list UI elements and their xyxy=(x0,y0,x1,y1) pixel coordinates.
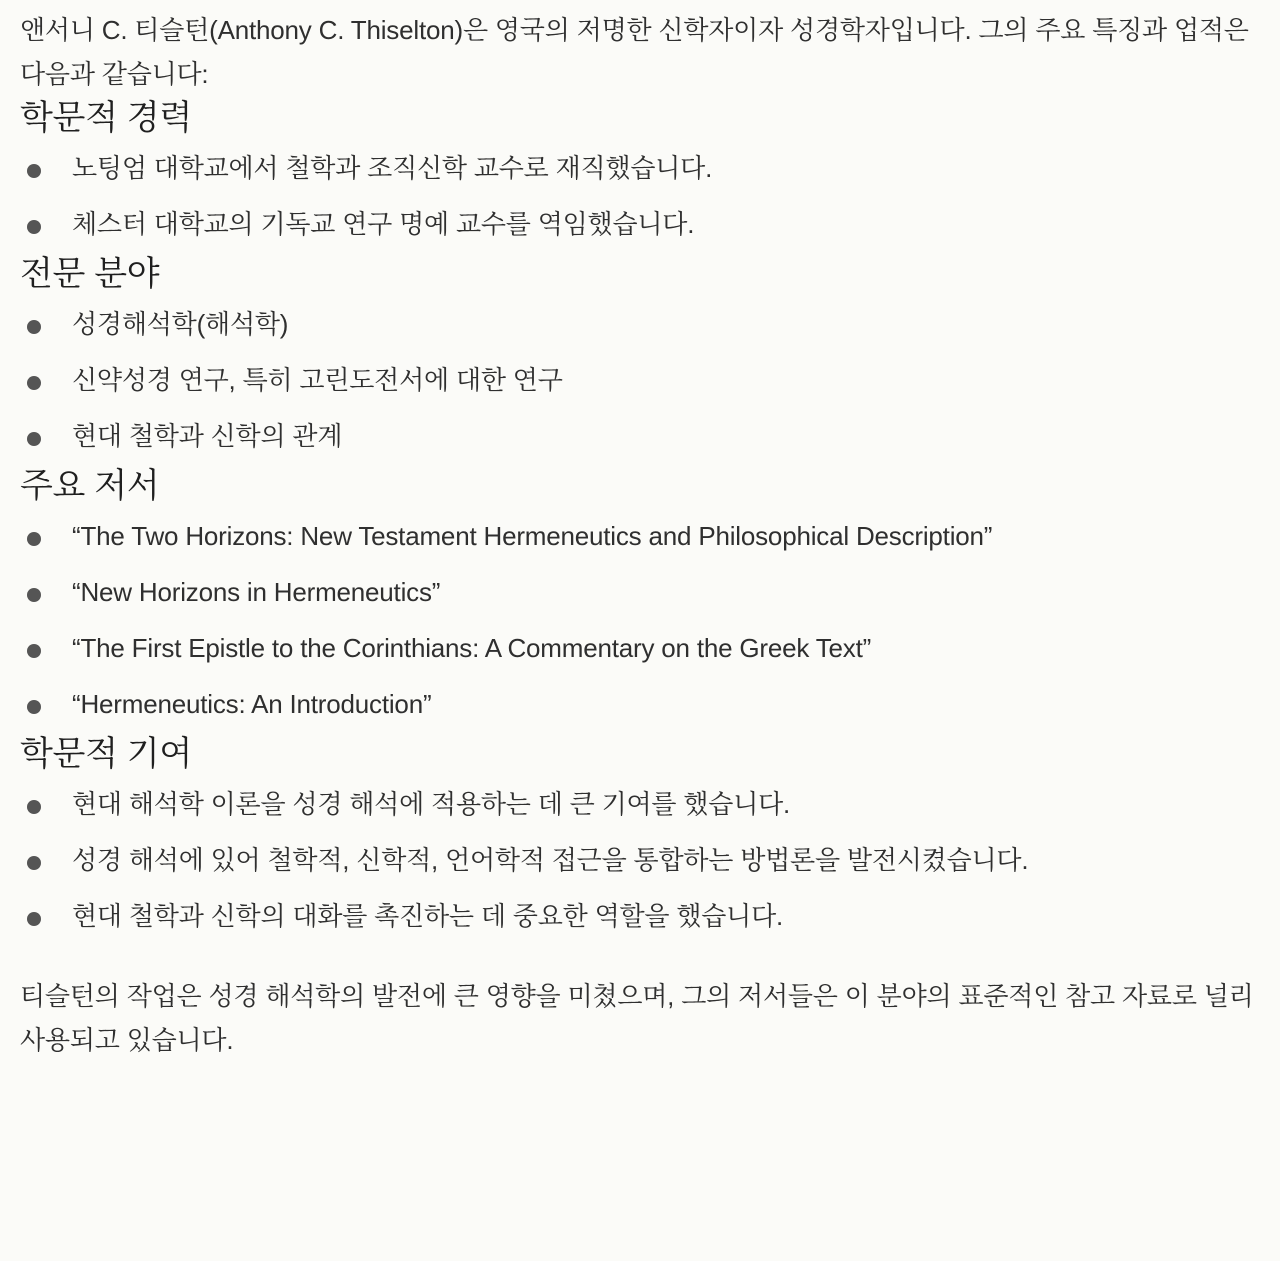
bullet-icon xyxy=(27,856,41,870)
list-item-text: 체스터 대학교의 기독교 연구 명예 교수를 역임했습니다. xyxy=(72,209,695,239)
list-item xyxy=(20,140,1258,196)
contributions-list xyxy=(20,776,1258,944)
section-heading-academic-career: 학문적 경력 xyxy=(20,99,192,137)
list-item-text: “Hermeneutics: An Introduction” xyxy=(72,689,432,719)
bullet-icon xyxy=(27,532,41,546)
list-item-text: “New Horizons in Hermeneutics” xyxy=(72,577,441,607)
list-item xyxy=(20,888,1258,944)
bullet-icon xyxy=(27,912,41,926)
list-item-text: 성경 해석에 있어 철학적, 신학적, 언어학적 접근을 통합하는 방법론을 발전시켰습니다. xyxy=(72,845,1029,875)
bullet-icon xyxy=(27,700,41,714)
section-heading-contributions: 학문적 기여 xyxy=(20,735,192,773)
list-item xyxy=(20,676,1258,732)
bullet-icon xyxy=(27,320,41,334)
list-item-text: 성경해석학(해석학) xyxy=(72,309,289,339)
bullet-icon xyxy=(27,220,41,234)
section-heading-major-works: 주요 저서 xyxy=(20,467,160,505)
list-item xyxy=(20,564,1258,620)
bullet-icon xyxy=(27,432,41,446)
intro-paragraph: 앤서니 C. 티슬턴(Anthony C. Thiselton)은 영국의 저명한 신학자이자 성경학자입니다. 그의 주요 특징과 업적은 다음과 같습니다: xyxy=(20,15,1249,89)
list-item xyxy=(20,196,1258,252)
bullet-icon xyxy=(27,376,41,390)
bullet-icon xyxy=(27,800,41,814)
bullet-icon xyxy=(27,164,41,178)
bullet-icon xyxy=(27,588,41,602)
major-works-list xyxy=(20,508,1258,732)
list-item-text: 노팅엄 대학교에서 철학과 조직신학 교수로 재직했습니다. xyxy=(72,153,713,183)
list-item xyxy=(20,832,1258,888)
list-item xyxy=(20,620,1258,676)
specialties-list xyxy=(20,296,1258,464)
list-item-text: 현대 철학과 신학의 관계 xyxy=(72,421,343,451)
section-heading-specialties: 전문 분야 xyxy=(20,255,160,293)
list-item-text: 신약성경 연구, 특히 고린도전서에 대한 연구 xyxy=(72,365,563,395)
list-item-text: 현대 철학과 신학의 대화를 촉진하는 데 중요한 역할을 했습니다. xyxy=(72,901,784,931)
list-item xyxy=(20,296,1258,352)
list-item-text: “The First Epistle to the Corinthians: A Commentary on the Greek Text” xyxy=(72,633,872,663)
bullet-icon xyxy=(27,644,41,658)
list-item-text: 현대 해석학 이론을 성경 해석에 적용하는 데 큰 기여를 했습니다. xyxy=(72,789,791,819)
list-item xyxy=(20,408,1258,464)
list-item-text: “The Two Horizons: New Testament Hermeneutics and Philosophical Description” xyxy=(72,521,993,551)
list-item xyxy=(20,352,1258,408)
closing-paragraph: 티슬턴의 작업은 성경 해석학의 발전에 큰 영향을 미쳤으며, 그의 저서들은 이 분야의 표준적인 참고 자료로 널리 사용되고 있습니다. xyxy=(20,981,1254,1055)
academic-career-list xyxy=(20,140,1258,252)
list-item xyxy=(20,508,1258,564)
list-item xyxy=(20,776,1258,832)
